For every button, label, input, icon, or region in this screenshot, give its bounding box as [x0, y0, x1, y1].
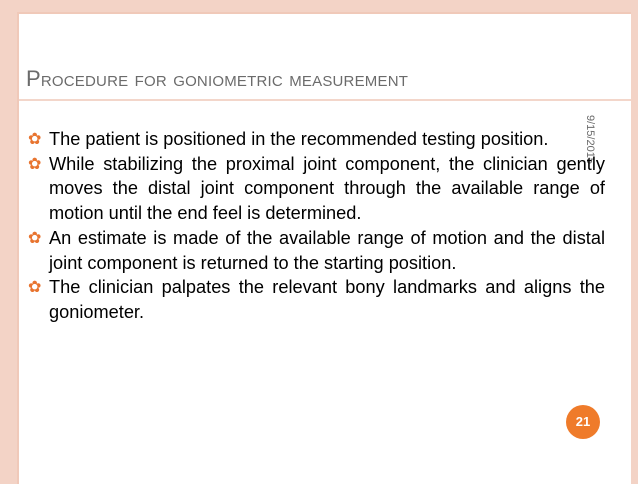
bullet-icon: ✿	[28, 131, 42, 148]
slide-title: Procedure for goniometric measurement	[26, 66, 409, 91]
title-divider	[19, 99, 631, 101]
slide	[17, 12, 631, 484]
bullet-item	[27, 152, 605, 226]
bullet-text: An estimate is made of the available range of motion and the distal joint component is returned to the starting position.	[49, 227, 605, 273]
page-number-badge: 21	[566, 405, 600, 439]
slide-date: 9/15/2015	[584, 115, 596, 164]
bullet-item	[27, 226, 605, 275]
bullet-icon: ✿	[28, 229, 42, 247]
bullet-icon: ✿	[28, 155, 42, 173]
bullet-icon: ✿	[28, 279, 42, 297]
bullet-text: The patient is positioned in the recommended testing position.	[49, 129, 549, 149]
bullet-list	[27, 127, 605, 325]
bullet-text: The clinician palpates the relevant bony landmarks and aligns the goniometer.	[49, 277, 605, 322]
bullet-item	[27, 275, 605, 324]
bullet-text: While stabilizing the proximal joint component, the clinician gently moves the distal joint component through the available range of motion until the end feel is determined.	[49, 153, 605, 224]
bullet-item	[27, 127, 605, 152]
